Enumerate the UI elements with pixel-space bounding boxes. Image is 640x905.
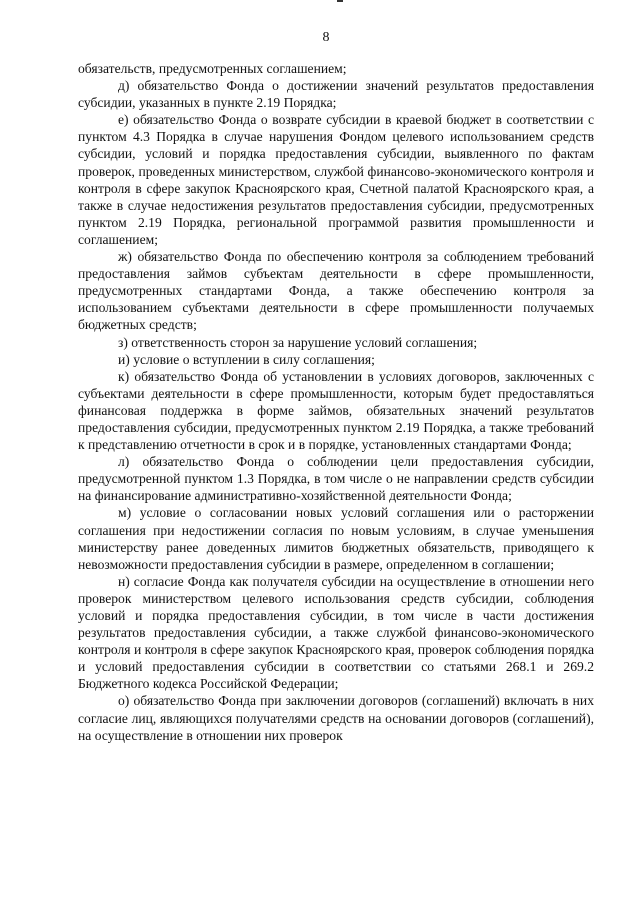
paragraph-z: з) ответственность сторон за нарушение условий соглашения;	[118, 334, 478, 350]
paragraph-m: м) условие о согласовании новых условий соглашения или о расторжении соглашения при недостижении согласия по новым условиям, в случае уменьшения министерству ранее доведенных лимитов бюджетных обязательств, приводящего к невозможности предоставления субсидии в размере, определенном в соглашении;	[78, 505, 594, 572]
paragraph-k: к) обязательство Фонда об установлении в условиях договоров, заключенных с субъектами деятельности в сфере промышленности, которым будет предоставляться финансовая поддержка в форме займов, обязательных значений результатов предоставления субсидии, предусмотренных пунктом 2.19 Порядка, а также требований к представлению отчетности в срок и в порядке, установленных стандартами Фонда;	[78, 368, 594, 453]
paragraph-i: и) условие о вступлении в силу соглашения;	[118, 351, 375, 367]
paragraph-o: о) обязательство Фонда при заключении договоров (соглашений) включать в них согласие лиц, являющихся получателями средств на основании договоров (соглашений), на осуществление в отношении них проверок	[78, 693, 594, 743]
paragraph-n: н) согласие Фонда как получателя субсидии на осуществление в отношении него проверок министерством целевого использования средств субсидии, соблюдения условий и порядка предоставления субсидии, в том числе в части достижения результатов предоставления субсидии, а также службой финансово-экономического контроля и контроля в сфере закупок Красноярского края, проверок соблюдения порядка и условий предоставления субсидии в соответствии со статьями 268.1 и 269.2 Бюджетного кодекса Российской Федерации;	[78, 573, 594, 692]
paragraph-continuation: обязательств, предусмотренных соглашением;	[78, 61, 347, 76]
paragraph-zh: ж) обязательство Фонда по обеспечению контроля за соблюдением требований предоставления займов субъектам деятельности в сфере промышленности, предусмотренных стандартами Фонда, а также обеспечению контроля за использованием субъектами деятельности в сфере промышленности получаемых бюджетных средств;	[78, 249, 594, 333]
paragraph-e: е) обязательство Фонда о возврате субсидии в краевой бюджет в соответствии с пунктом 4.3 Порядка в случае нарушения Фондом целевого использованием средств субсидии, условий и порядка предоставления субсидии, выявленного по фактам проверок, проведенных министерством, службой финансово-экономического контроля и контроля в сфере закупок Красноярского края, Счетной палатой Красноярского края, а также в случае недостижения результатов предоставления субсидии, предусмотренных пунктом 2.19 Порядка, региональной программой развития промышленности и соглашением;	[78, 112, 594, 247]
paragraph-l: л) обязательство Фонда о соблюдении цели предоставления субсидии, предусмотренной пунктом 1.3 Порядка, в том числе о не направлении средств субсидии на финансирование административно-хозяйственной деятельности Фонда;	[78, 454, 594, 504]
top-edge-mark	[337, 0, 343, 2]
paragraph-d: д) обязательство Фонда о достижении значений результатов предоставления субсидии, указанных в пункте 2.19 Порядка;	[78, 78, 594, 111]
page-number: 8	[322, 30, 330, 45]
document-body	[78, 60, 594, 744]
